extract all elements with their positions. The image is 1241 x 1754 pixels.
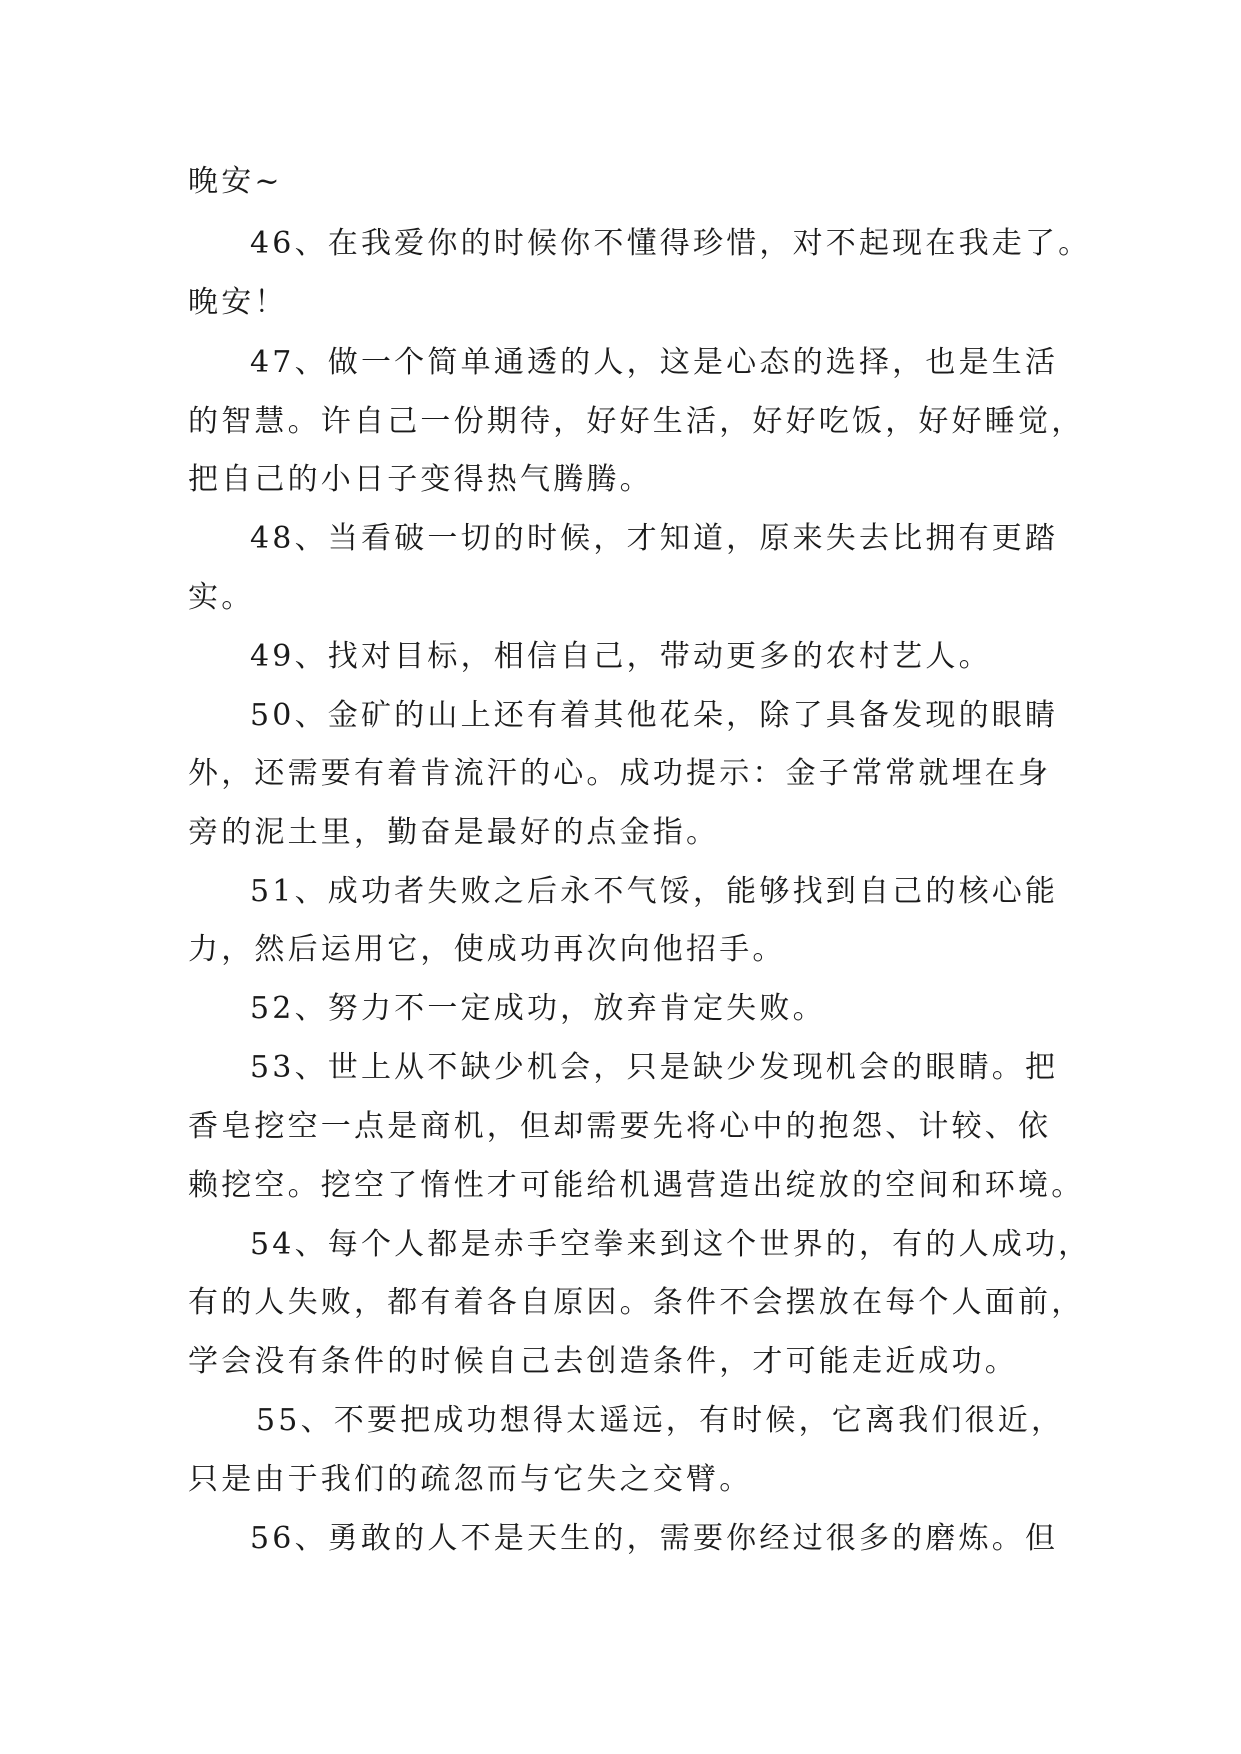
text-line: 48、当看破一切的时候，才知道，原来失去比拥有更踏 — [250, 521, 1059, 556]
text-line: 旁的泥土里，勤奋是最好的点金指。 — [188, 815, 720, 850]
text-line: 53、世上从不缺少机会，只是缺少发现机会的眼睛。把 — [250, 1050, 1059, 1085]
text-line: 54、每个人都是赤手空拳来到这个世界的，有的人成功， — [250, 1227, 1092, 1262]
text-line: 外，还需要有着肯流汗的心。成功提示：金子常常就埋在身 — [188, 756, 1052, 791]
text-line: 的智慧。许自己一份期待，好好生活，好好吃饭，好好睡觉， — [188, 404, 1085, 439]
text-line: 力，然后运用它，使成功再次向他招手。 — [188, 932, 786, 967]
text-line: 把自己的小日子变得热气腾腾。 — [188, 462, 653, 497]
text-line: 55、不要把成功想得太遥远，有时候，它离我们很近， — [256, 1403, 1065, 1438]
text-line: 51、成功者失败之后永不气馁，能够找到自己的核心能 — [250, 874, 1059, 909]
text-line: 香皂挖空一点是商机，但却需要先将心中的抱怨、计较、依 — [188, 1109, 1052, 1144]
text-line: 只是由于我们的疏忽而与它失之交臂。 — [188, 1462, 753, 1497]
text-line: 有的人失败，都有着各自原因。条件不会摆放在每个人面前， — [188, 1285, 1085, 1320]
text-line: 52、努力不一定成功，放弃肯定失败。 — [250, 991, 826, 1026]
text-line: 56、勇敢的人不是天生的，需要你经过很多的磨炼。但 — [250, 1521, 1059, 1556]
text-line: 赖挖空。挖空了惰性才可能给机遇营造出绽放的空间和环境。 — [188, 1168, 1085, 1203]
text-line: 46、在我爱你的时候你不懂得珍惜，对不起现在我走了。 — [250, 226, 1092, 261]
text-line: 50、金矿的山上还有着其他花朵，除了具备发现的眼睛 — [250, 698, 1059, 733]
text-line: 晚安！ — [188, 285, 288, 320]
text-line: 49、找对目标，相信自己，带动更多的农村艺人。 — [250, 639, 992, 674]
text-line: 学会没有条件的时候自己去创造条件，才可能走近成功。 — [188, 1344, 1018, 1379]
text-line: 47、做一个简单通透的人，这是心态的选择，也是生活 — [250, 345, 1059, 380]
text-line: 实。 — [188, 580, 255, 615]
text-line: 晚安~ — [188, 164, 283, 199]
